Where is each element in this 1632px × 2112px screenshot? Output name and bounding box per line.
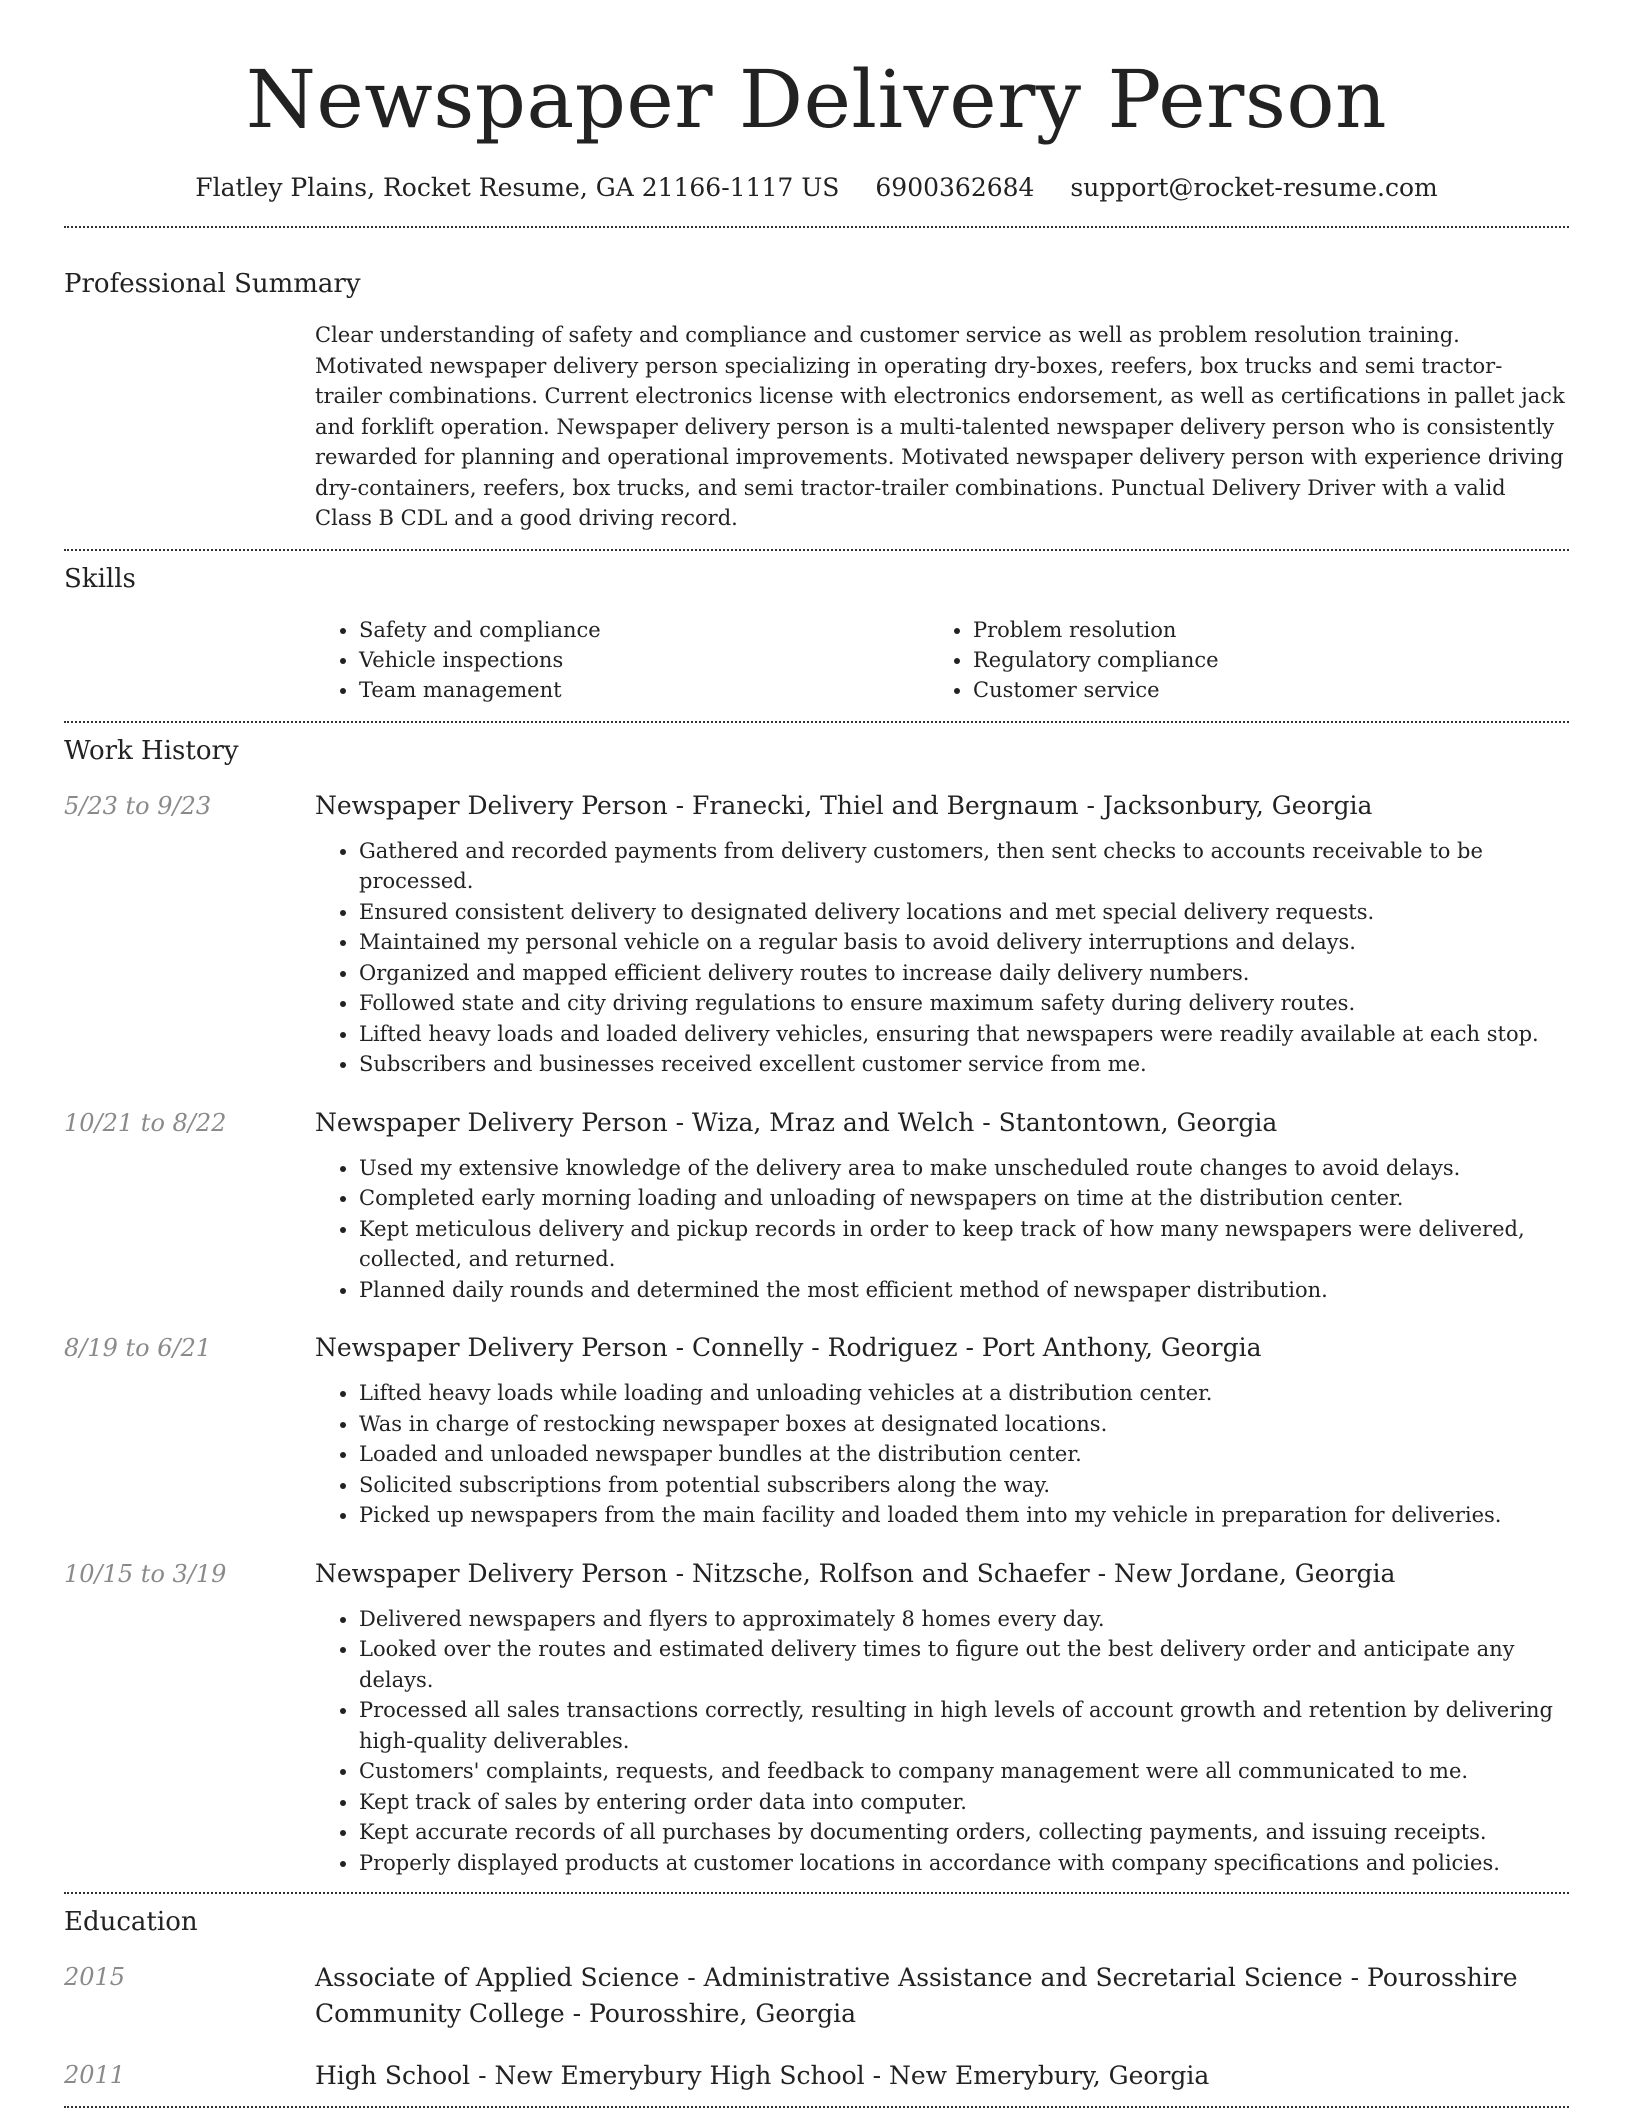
job-bullets [315, 836, 1569, 1080]
list-item: • Was in charge of restocking newspaper boxes at designated locations. [359, 1409, 1569, 1440]
summary-heading: Professional Summary [64, 269, 361, 299]
education-title [315, 1960, 1569, 2032]
list-item: • Loaded and unloaded newspaper bundles at the distribution center. [359, 1439, 1569, 1470]
job-entry [64, 1106, 1569, 1306]
job-title: Newspaper Delivery Person - Franecki, Thiel and Bergnaum - Jacksonbury, Georgia [315, 790, 1373, 820]
contact-phone: 6900362684 [875, 173, 1035, 202]
job-title: Newspaper Delivery Person - Connelly - Rodriguez - Port Anthony, Georgia [315, 1333, 1262, 1362]
list-item: • Followed state and city driving regulations to ensure maximum safety during delivery routes. [359, 988, 1569, 1019]
skills-list-right [929, 615, 1473, 705]
skill-item: • Problem resolution [973, 615, 1473, 645]
skill-item: • Customer service [973, 675, 1473, 705]
education-degree: Associate of Applied Science - Administrative Assistance and Secretarial Science [315, 1963, 1343, 1992]
list-item: • Organized and mapped efficient delivery routes to increase daily delivery numbers. [359, 958, 1569, 989]
job-title: Newspaper Delivery Person - Wiza, Mraz and Welch - Stantontown, Georgia [315, 1107, 1278, 1137]
page-title: Newspaper Delivery Person [245, 53, 1388, 146]
job-date: 10/21 to 8/22 [64, 1108, 227, 1137]
skills-list-left [315, 615, 929, 705]
education-degree: High School [315, 2061, 471, 2090]
skill-item: • Safety and compliance [359, 615, 929, 645]
list-item: • Kept accurate records of all purchases by documenting orders, collecting payments, and issuing receipts. [359, 1817, 1569, 1848]
summary-section [64, 228, 1569, 549]
job-date: 10/15 to 3/19 [64, 1559, 227, 1588]
list-item: • Ensured consistent delivery to designated delivery locations and met special delivery requests. [359, 897, 1569, 928]
list-item: • Maintained my personal vehicle on a regular basis to avoid delivery interruptions and delays. [359, 927, 1569, 958]
work-heading: Work History [64, 735, 239, 766]
skill-item: • Regulatory compliance [973, 645, 1473, 675]
list-item: • Subscribers and businesses received excellent customer service from me. [359, 1049, 1569, 1080]
job-title: Newspaper Delivery Person - Nitzsche, Rolfson and Schaefer - New Jordane, Georgia [315, 1558, 1396, 1588]
education-entry [64, 2058, 1569, 2106]
list-item: • Delivered newspapers and flyers to approximately 8 homes every day. [359, 1604, 1569, 1635]
list-item: • Kept meticulous delivery and pickup records in order to keep track of how many newspapers were delivered, collected, and returned. [359, 1214, 1569, 1275]
list-item: • Lifted heavy loads and loaded delivery vehicles, ensuring that newspapers were readily available at each stop. [359, 1019, 1569, 1050]
job-date: 8/19 to 6/21 [64, 1334, 212, 1362]
skill-item: • Team management [359, 675, 929, 705]
education-entry [64, 1960, 1569, 2032]
list-item: • Properly displayed products at customer locations in accordance with company specifications and policies. [359, 1848, 1569, 1879]
skills-section [64, 551, 1569, 721]
job-entry [64, 1331, 1569, 1531]
job-date: 5/23 to 9/23 [64, 791, 212, 820]
job-entry [64, 789, 1569, 1080]
job-bullets [315, 1378, 1569, 1531]
education-date: 2015 [64, 1963, 126, 1991]
summary-text: Clear understanding of safety and compliance and customer service as well as problem resolution training. Motivated newspaper delivery person specializing in operating dry-boxes, reefers, box trucks and semi tractor-trailer combinations. Current electronics license with electronics endorsement, as well as certifications in pallet jack and forklift operation. Newspaper delivery person is a multi-talented newspaper delivery person who is consistently rewarded for planning and operational improvements. Motivated newspaper delivery person with experience driving dry-containers, reefers, box trucks, and semi tractor-trailer combinations. Punctual Delivery Driver with a valid Class B CDL and a good driving record. [315, 323, 1565, 530]
list-item: • Solicited subscriptions from potential subscribers along the way. [359, 1470, 1569, 1501]
list-item: • Looked over the routes and estimated delivery times to figure out the best delivery order and anticipate any delays. [359, 1634, 1569, 1695]
list-item: • Kept track of sales by entering order data into computer. [359, 1787, 1569, 1818]
list-item: • Used my extensive knowledge of the delivery area to make unscheduled route changes to avoid delays. [359, 1153, 1569, 1184]
list-item: • Lifted heavy loads while loading and unloading vehicles at a distribution center. [359, 1378, 1569, 1409]
education-heading: Education [64, 1907, 198, 1937]
skills-heading: Skills [64, 563, 136, 594]
education-school: - New Emerybury High School - New Emerybury, Georgia [470, 2061, 1210, 2090]
job-bullets [315, 1604, 1569, 1879]
divider [64, 2106, 1569, 2108]
list-item: • Customers' complaints, requests, and feedback to company management were all communicated to me. [359, 1756, 1569, 1787]
skill-item: • Vehicle inspections [359, 645, 929, 675]
resume-page [64, 0, 1569, 2108]
contact-email: support@rocket-resume.com [1070, 173, 1438, 202]
education-school: - Pourosshire Community College - Pourosshire, Georgia [315, 1963, 1518, 2028]
list-item: • Gathered and recorded payments from delivery customers, then sent checks to accounts receivable to be processed. [359, 836, 1569, 897]
work-section [64, 723, 1569, 1893]
list-item: • Processed all sales transactions correctly, resulting in high levels of account growth and retention by delivering high-quality deliverables. [359, 1695, 1569, 1756]
job-bullets [315, 1153, 1569, 1306]
contact-line [64, 170, 1569, 206]
list-item: • Planned daily rounds and determined the most efficient method of newspaper distribution. [359, 1275, 1569, 1306]
job-entry [64, 1557, 1569, 1893]
education-title [315, 2058, 1569, 2094]
list-item: • Picked up newspapers from the main facility and loaded them into my vehicle in preparation for deliveries. [359, 1500, 1569, 1531]
list-item: • Completed early morning loading and unloading of newspapers on time at the distribution center. [359, 1183, 1569, 1214]
education-date: 2011 [64, 2061, 126, 2089]
contact-address: Flatley Plains, Rocket Resume, GA 21166-1117 US [195, 173, 840, 202]
education-section [64, 1894, 1569, 2106]
